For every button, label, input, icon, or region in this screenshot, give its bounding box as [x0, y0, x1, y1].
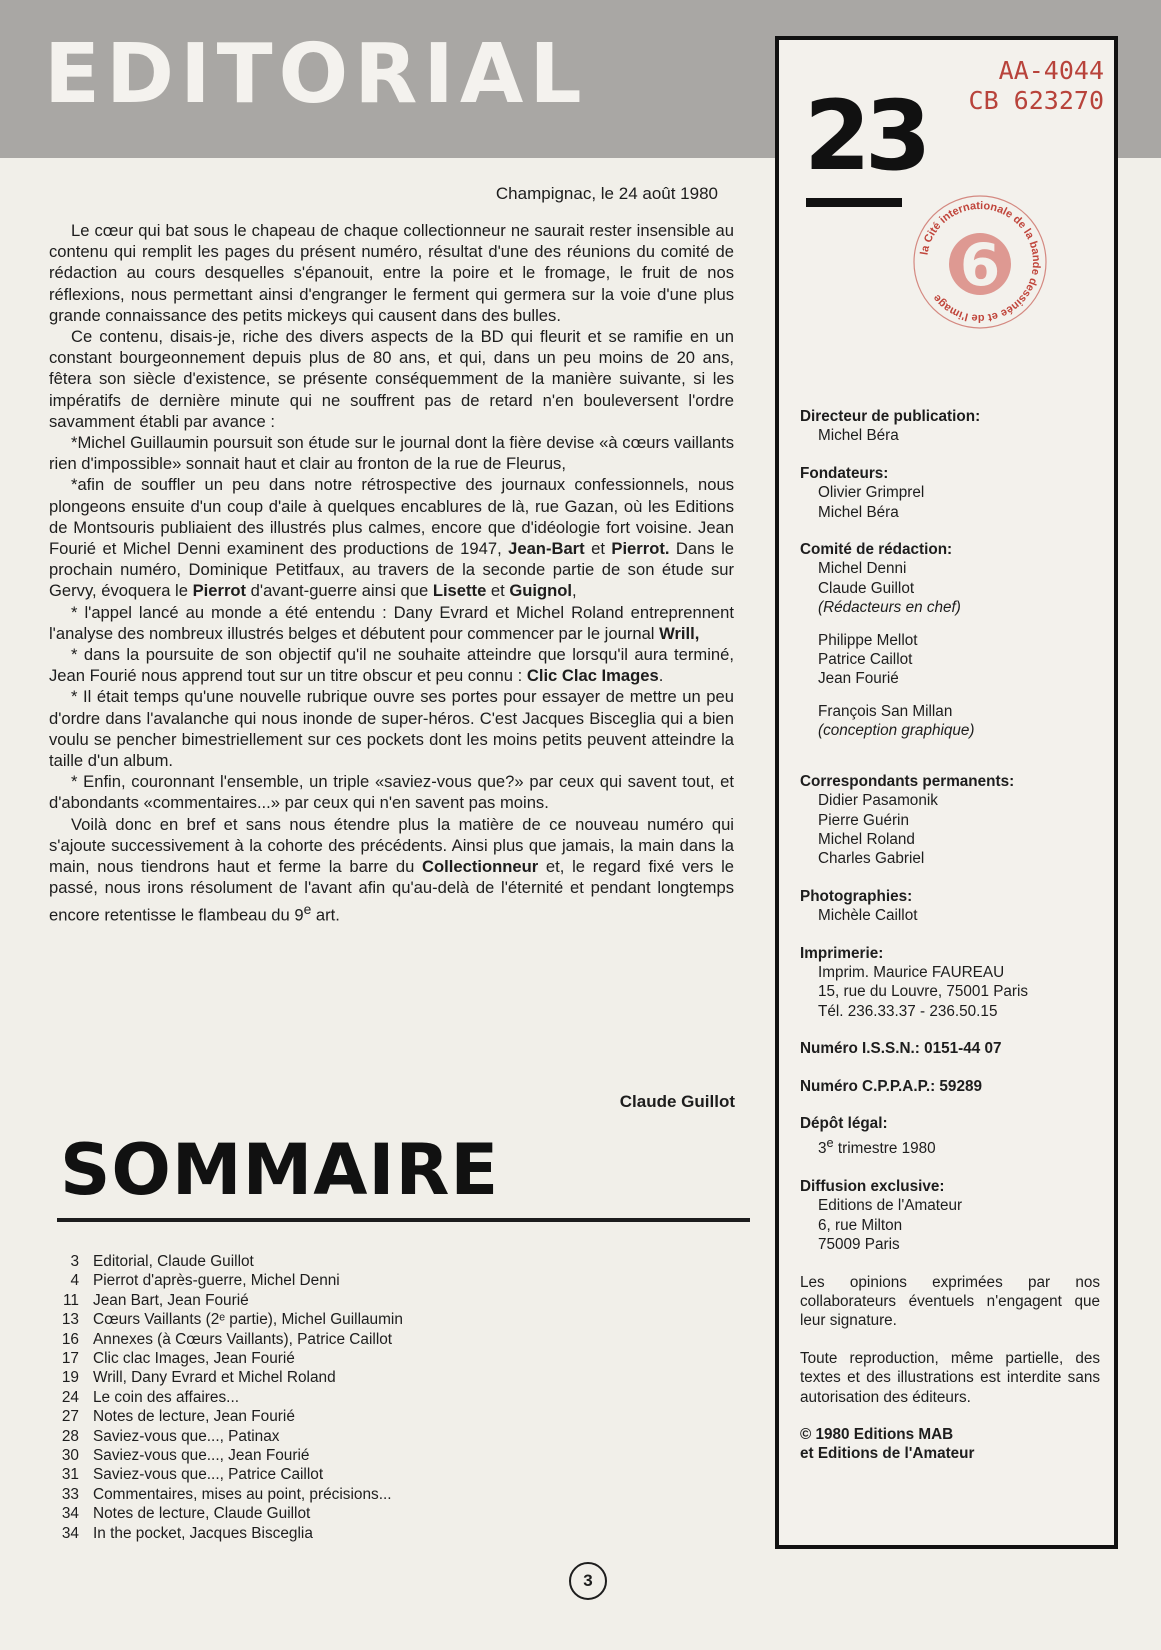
copyright: [800, 1425, 1100, 1464]
title-pierrot: Pierrot.: [611, 539, 670, 559]
opinions-notice: Les opinions exprimées par nos collaborateurs éventuels n'engagent que leur signature.: [800, 1273, 1100, 1330]
address-line: Imprim. Maurice FAUREAU: [818, 963, 1005, 981]
divider: [806, 198, 902, 207]
toc-title: Saviez-vous que..., Patinax: [93, 1427, 280, 1445]
toc-page: 4: [70, 1272, 79, 1290]
toc-page: 34: [61, 1524, 79, 1542]
masthead-details: [800, 407, 1100, 1482]
text-run: ,: [572, 581, 577, 601]
role-note: (Rédacteurs en chef): [818, 599, 961, 617]
toc-page: 34: [61, 1505, 79, 1523]
table-of-contents: [55, 1252, 675, 1543]
section-label: Directeur de publication:: [800, 408, 981, 425]
toc-row: [55, 1349, 675, 1368]
issue-number: 23: [804, 80, 926, 192]
stamp-text-path: la Cité internationale de la bande dessinée et de l'image: [918, 199, 1043, 325]
text-run: *afin de souffler un peu dans notre rétrospective des journaux confessionnels, nous plongeons ensuite d'un coup d'aile à quelques encablures de là, rue Gazan, où les Editions de Montsouris publiaient des illustrés plus calmes, encore que d'idéologie fort voisine. Jean Fourié et Michel Denni examinent des productions de 1947,: [49, 475, 734, 559]
signature: Claude Guillot: [619, 1092, 735, 1111]
section-label: Dépôt légal:: [800, 1114, 888, 1132]
copyright-line: © 1980 Editions MAB: [800, 1425, 954, 1443]
person-name: Michel Béra: [818, 427, 899, 445]
editorial-paragraph: * Enfin, couronnant l'ensemble, un triple «saviez-vous que?» par ceux qui savent tout, et d'abondants «commentaires...» par ceux qui n'en savent pas moins.: [49, 772, 734, 813]
person-name: Michel Béra: [818, 503, 899, 521]
text-run: .: [658, 666, 664, 686]
person-name: Patrice Caillot: [818, 651, 913, 669]
section-photographies: [800, 887, 1100, 926]
toc-title: Pierrot d'après-guerre, Michel Denni: [93, 1272, 340, 1290]
toc-page: 28: [61, 1427, 79, 1445]
section-label: Imprimerie:: [800, 944, 884, 962]
toc-page: 30: [61, 1447, 79, 1465]
section-fondateurs: [800, 464, 1100, 522]
page-title: EDITORIAL: [44, 27, 588, 122]
section-diffusion: [800, 1177, 1100, 1255]
section-depot: [800, 1114, 1100, 1159]
toc-page: 3: [70, 1253, 79, 1270]
role-note: (conception graphique): [818, 722, 975, 740]
title-wrill: Wrill,: [659, 623, 700, 643]
toc-page: 16: [61, 1330, 79, 1348]
toc-row: [55, 1485, 675, 1504]
toc-row: [55, 1407, 675, 1426]
text-run: trimestre 1980: [833, 1140, 936, 1158]
toc-page: 11: [63, 1291, 79, 1309]
copyright-line: et Editions de l'Amateur: [800, 1445, 975, 1463]
text-run: et, le regard fixé vers le passé, nous irons résolument de l'avant afin qu'au-delà de l'éternité et pendant longtemps encore retentisse le flambeau du: [49, 857, 734, 925]
person-name: Didier Pasamonik: [818, 792, 938, 810]
section-label: Fondateurs:: [800, 464, 889, 482]
text-run: d'avant-guerre ainsi que: [246, 581, 433, 601]
section-correspondants: [800, 772, 1100, 869]
editorial-paragraph: [49, 474, 734, 601]
toc-row: [55, 1427, 675, 1446]
toc-row: [55, 1465, 675, 1484]
editorial-paragraph: [49, 814, 734, 926]
toc-title: Jean Bart, Jean Fourié: [93, 1291, 249, 1309]
section-label: Diffusion exclusive:: [800, 1177, 945, 1195]
stamp-numeral: 6: [959, 231, 1001, 299]
toc-page: 13: [61, 1311, 79, 1329]
person-name: Michel Denni: [818, 560, 907, 578]
toc-row: [55, 1524, 675, 1543]
toc-page: 19: [61, 1369, 79, 1387]
text-run: et: [584, 539, 612, 559]
reproduction-notice: Toute reproduction, même partielle, des textes et des illustrations est interdite sans autorisation des éditeurs.: [800, 1349, 1100, 1406]
title-clic-clac: Clic Clac Images: [526, 666, 659, 686]
editorial-paragraph: [49, 602, 734, 644]
person-name: Charles Gabriel: [818, 850, 925, 868]
toc-title: Commentaires, mises au point, précisions...: [93, 1485, 392, 1503]
person-name: Olivier Grimprel: [818, 484, 925, 502]
superscript: e: [303, 900, 312, 917]
toc-row: [55, 1330, 675, 1349]
person-name: Pierre Guérin: [818, 811, 909, 829]
toc-title: Wrill, Dany Evrard et Michel Roland: [93, 1369, 336, 1387]
toc-row: [55, 1310, 675, 1329]
title-lisette: Lisette: [432, 581, 487, 601]
person-name: Jean Fourié: [818, 670, 899, 688]
person-name: Michel Roland: [818, 830, 915, 848]
section-directeur: [800, 407, 1100, 446]
title-collectionneur: Collectionneur: [422, 857, 539, 877]
toc-row: [55, 1446, 675, 1465]
spacer: [800, 689, 1100, 702]
toc-title: Annexes (à Cœurs Vaillants), Patrice Caillot: [93, 1330, 393, 1348]
text-run: * l'appel lancé au monde a été entendu : Dany Evrard et Michel Roland entreprennent l'analyse des nombreux illustrés belges et débutent pour commencer par le journal: [49, 602, 734, 643]
section-label: Comité de rédaction:: [800, 541, 953, 559]
toc-row: [55, 1252, 675, 1271]
toc-row: [55, 1368, 675, 1387]
address-line: 75009 Paris: [818, 1236, 900, 1254]
toc-title: Notes de lecture, Claude Guillot: [93, 1505, 311, 1523]
editorial-paragraph: * Il était temps qu'une nouvelle rubrique ouvre ses portes pour essayer de mettre un peu d'ordre dans l'avalanche qui nous inonde de super-héros. C'est Jacques Bisceglia qui a bien voulu se pencher bimestriellement sur ces pockets dont les moins petits peuvent atteindre la taille d'un album.: [49, 687, 734, 771]
issn-number: Numéro I.S.S.N.: 0151-44 07: [800, 1040, 1002, 1058]
editorial-paragraph: Le cœur qui bat sous le chapeau de chaque collectionneur ne saurait rester insensible au contenu qui remplit les pages du présent numéro, résultat d'une des réunions du comité de rédaction au cours desquelles s'épanouit, entre la poire et le fromage, le fruit de nos réflexions, nous permettant ainsi d'engranger le ferment qui germera sur la voie d'une plus grande connaissance des petits mickeys qui causent dans des bulles.: [49, 221, 734, 325]
text-run: 9: [294, 905, 304, 925]
editorial-paragraph: [49, 644, 734, 686]
person-name: François San Millan: [818, 702, 953, 720]
title-jean-bart: Jean-Bart: [508, 539, 585, 559]
text-run: art.: [311, 905, 340, 925]
spacer: [800, 759, 1100, 772]
text-run: Voilà donc en bref et sans nous étendre plus la matière de ce nouveau numéro qui s'ajoute successivement à la cohorte des précédents. Ainsi plus que jamais, la main dans la main, nous tiendrons haut et ferme la barre du: [49, 814, 734, 877]
section-label: Correspondants permanents:: [800, 772, 1015, 790]
library-stamp-icon: [910, 192, 1050, 332]
text-run: et: [486, 581, 510, 601]
page-number: 3: [569, 1562, 607, 1600]
handwritten-annotation: [929, 56, 1104, 116]
toc-row: [55, 1291, 675, 1310]
section-imprimerie: [800, 944, 1100, 1022]
person-name: Michèle Caillot: [818, 907, 918, 925]
dateline: Champignac, le 24 août 1980: [495, 184, 718, 203]
cppap-number: Numéro C.P.P.A.P.: 59289: [800, 1077, 982, 1095]
editorial-paragraph: *Michel Guillaumin poursuit son étude sur le journal dont la fière devise «à cœurs vaillants rien d'impossible» sonnait haut et clair au fronton de la rue de Fleurus,: [49, 433, 734, 474]
toc-title: Le coin des affaires...: [93, 1388, 240, 1406]
text-run: * dans la poursuite de son objectif qu'il ne souhaite atteindre que lorsqu'il aura terminé, Jean Fourié nous apprend tout sur un titre obscur et peu connu :: [49, 645, 734, 686]
handwritten-code: CB 623270: [968, 86, 1104, 115]
sommaire-title: SOMMAIRE: [60, 1129, 500, 1211]
toc-page: 27: [61, 1408, 79, 1426]
text-run: 3: [818, 1140, 827, 1158]
toc-row: [55, 1271, 675, 1290]
toc-title: Editorial, Claude Guillot: [93, 1253, 254, 1270]
address-line: Editions de l'Amateur: [818, 1197, 963, 1215]
toc-page: 24: [61, 1388, 79, 1406]
toc-page: 33: [61, 1485, 79, 1503]
title-pierrot-2: Pierrot: [192, 581, 247, 601]
editorial-paragraph: Ce contenu, disais-je, riche des divers aspects de la BD qui fleurit et se ramifie en un constant bourgeonnement depuis plus de 80 ans, et qui, dans un peu moins de 20 ans, fêtera son siècle d'existence, se présente conséquemment de la manière suivante, si les impératifs de dernière minute qui ne souffrent pas de retard n'en bouleversent l'ordre savamment établi par avance :: [49, 327, 734, 431]
toc-title: Clic clac Images, Jean Fourié: [93, 1350, 295, 1368]
toc-title: Saviez-vous que..., Jean Fourié: [93, 1447, 310, 1465]
person-name: Claude Guillot: [818, 579, 915, 597]
divider: [57, 1218, 750, 1222]
person-name: Philippe Mellot: [818, 631, 918, 649]
address-line: 15, rue du Louvre, 75001 Paris: [818, 983, 1029, 1001]
address-line: Tél. 236.33.37 - 236.50.15: [818, 1002, 998, 1020]
title-guignol: Guignol: [509, 581, 573, 601]
toc-title: Saviez-vous que..., Patrice Caillot: [93, 1466, 324, 1484]
section-comite: [800, 540, 1100, 741]
toc-row: [55, 1388, 675, 1407]
address-line: 6, rue Milton: [818, 1216, 903, 1234]
masthead-sidebar: [775, 36, 1118, 1549]
handwritten-code: AA-4044: [998, 56, 1104, 85]
text-run: Dans le prochain numéro, Dominique Petitfaux, au travers de la seconde partie de son étude sur Gervy, évoquera le: [49, 539, 734, 601]
superscript: e: [826, 1135, 834, 1151]
section-label: Photographies:: [800, 887, 913, 905]
editorial-body: [49, 220, 734, 925]
spacer: [800, 618, 1100, 631]
toc-row: [55, 1504, 675, 1523]
depot-value: [800, 1133, 1100, 1159]
toc-title: Notes de lecture, Jean Fourié: [93, 1408, 295, 1426]
toc-title: In the pocket, Jacques Bisceglia: [93, 1524, 313, 1542]
toc-title: Cœurs Vaillants (2ᵉ partie), Michel Guillaumin: [93, 1311, 403, 1329]
toc-page: 31: [61, 1466, 79, 1484]
toc-page: 17: [61, 1350, 79, 1368]
